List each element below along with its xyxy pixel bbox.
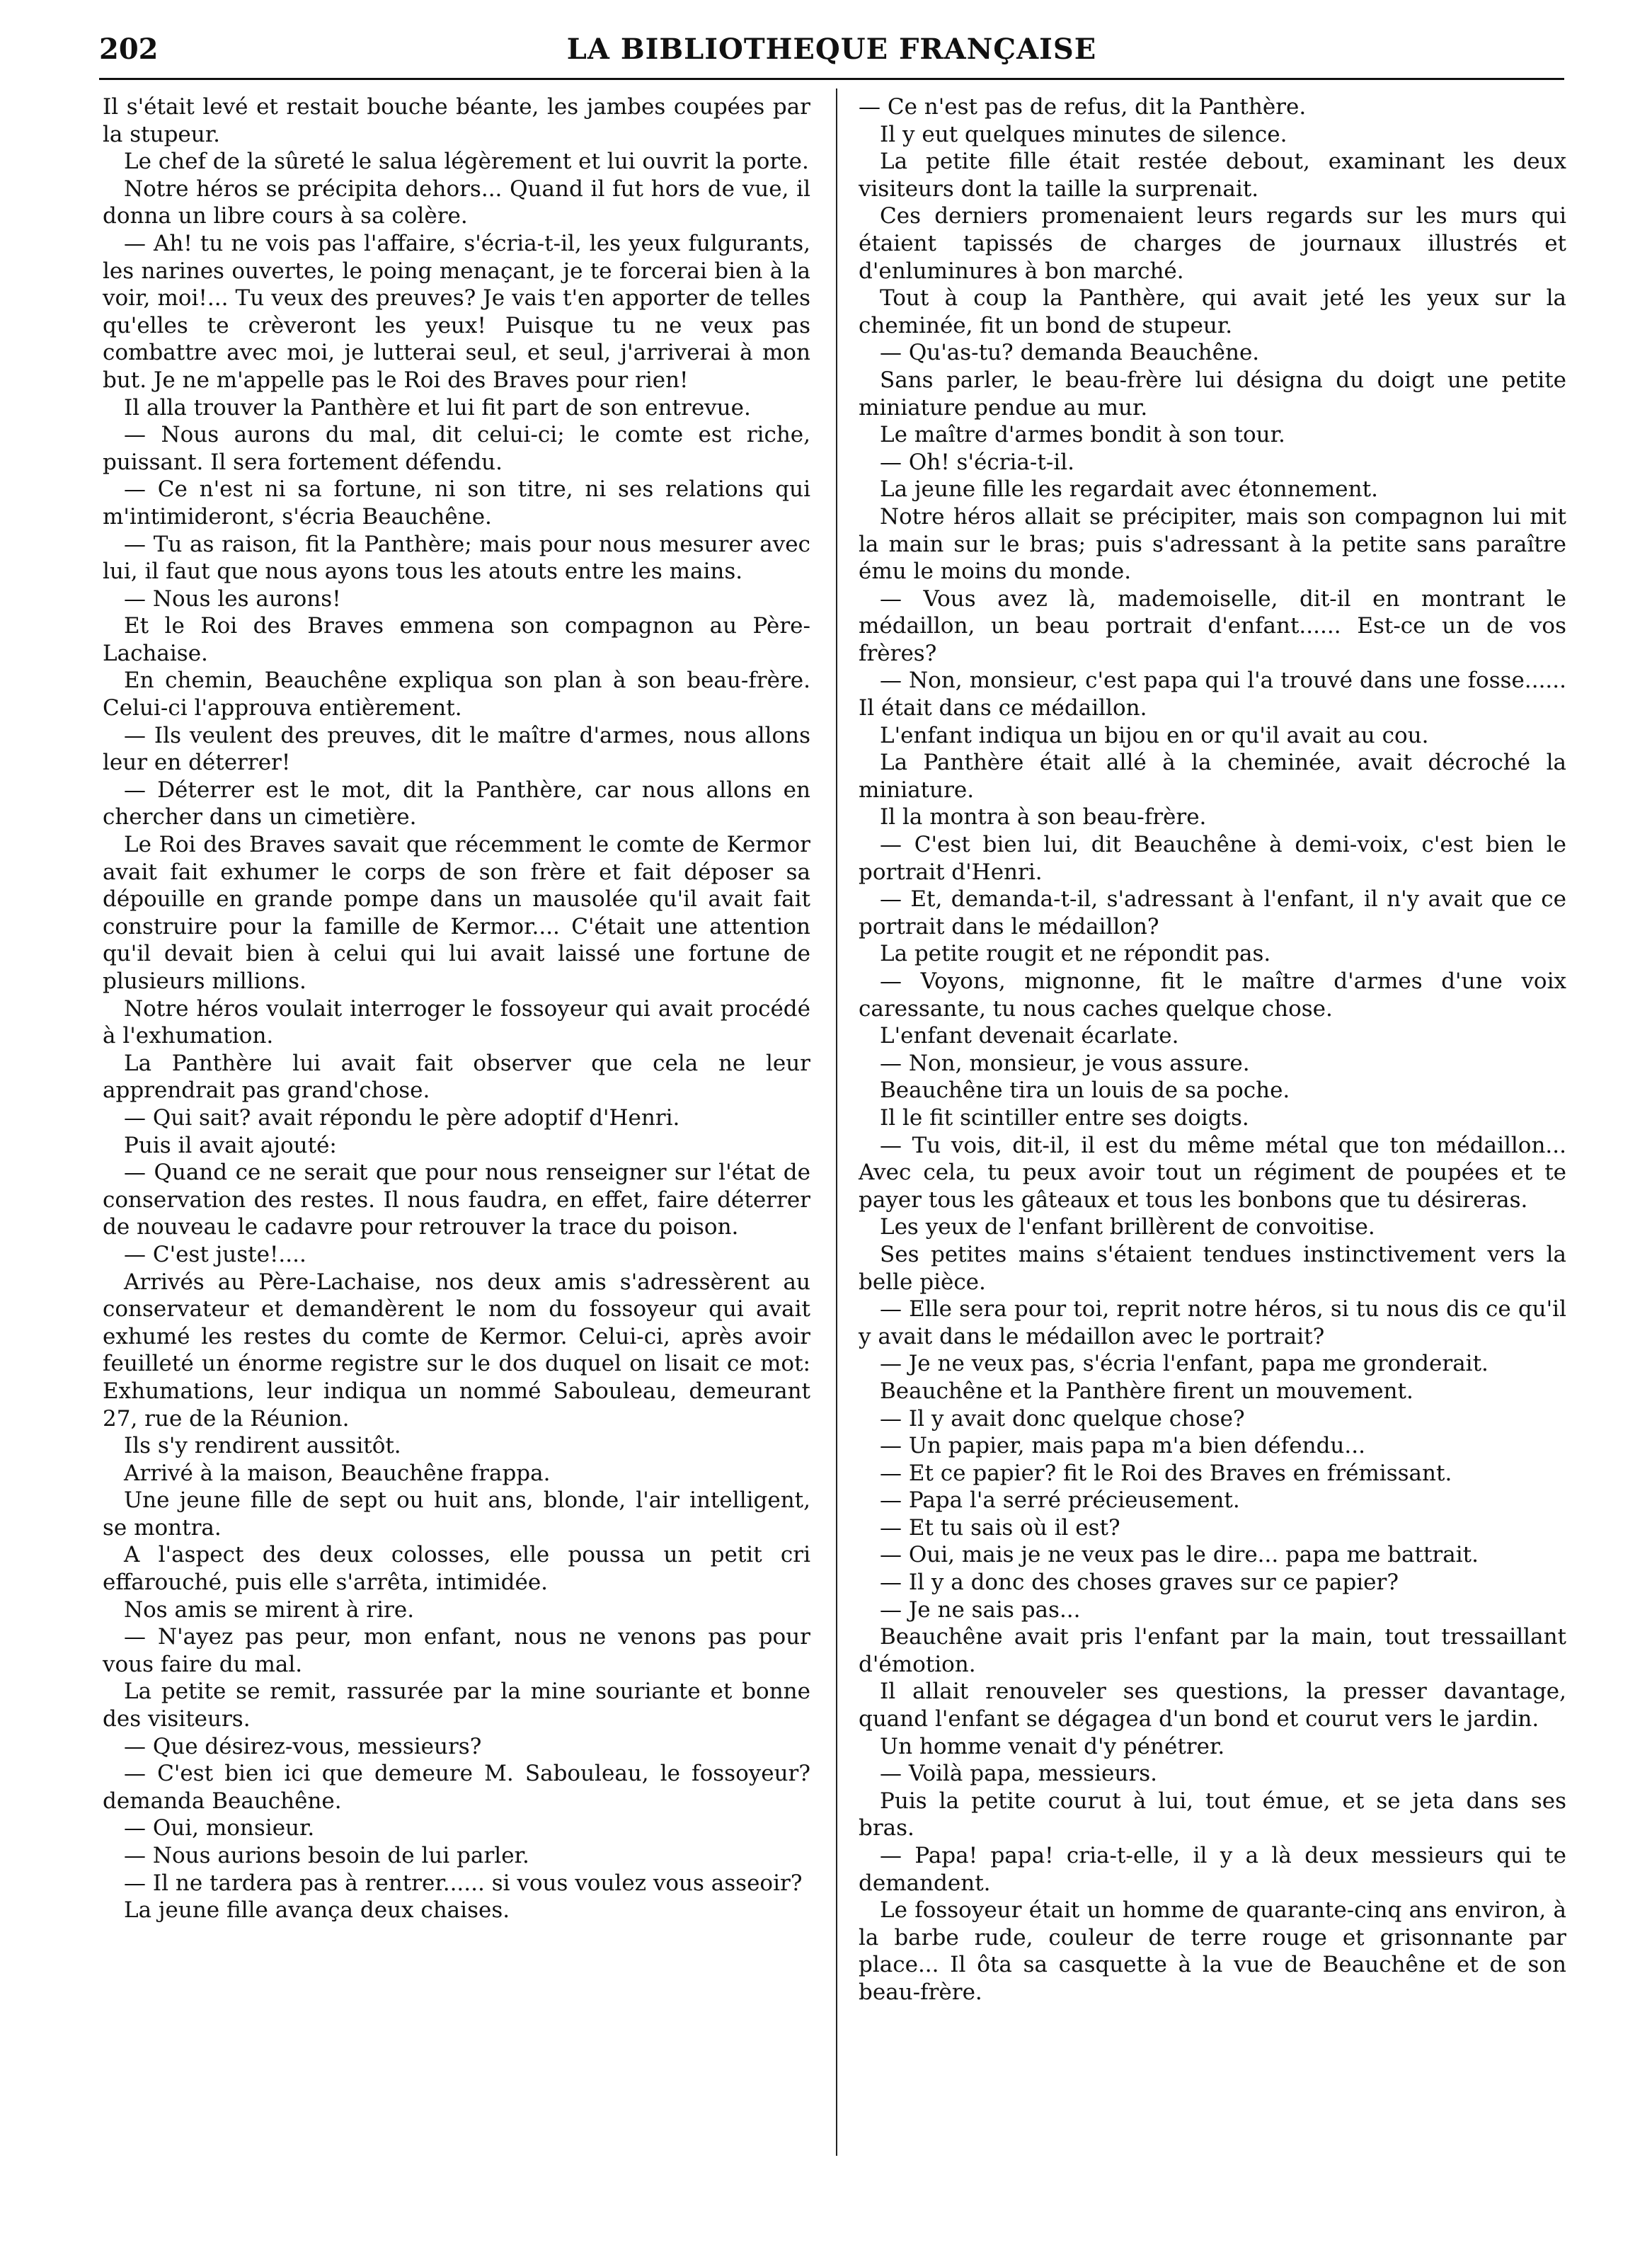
paragraph: — Je ne veux pas, s'écria l'enfant, papa me gronderait. <box>880 1351 1488 1377</box>
paragraph: Il la montra à son beau-frère. <box>880 804 1207 830</box>
paragraph: — Elle sera pour toi, reprit notre héros, si tu nous dis ce qu'il y avait dans le médaillon avec le portrait? <box>859 1296 1566 1349</box>
paragraph: — Déterrer est le mot, dit la Panthère, car nous allons en chercher dans un cimetière. <box>103 777 810 830</box>
page-header <box>99 28 1564 78</box>
paragraph: Arrivé à la maison, Beauchêne frappa. <box>124 1460 551 1486</box>
paragraph: — Papa! papa! cria-t-elle, il y a là deux messieurs qui te demandent. <box>859 1843 1566 1896</box>
paragraph: Un homme venait d'y pénétrer. <box>880 1733 1225 1759</box>
paragraph: Une jeune fille de sept ou huit ans, blonde, l'air intelligent, se montra. <box>103 1487 810 1541</box>
paragraph: Beauchêne et la Panthère firent un mouvement. <box>880 1378 1413 1404</box>
paragraph: — Ce n'est ni sa fortune, ni son titre, ni ses relations qui m'intimideront, s'écria Beauchêne. <box>103 476 810 530</box>
right-column <box>859 93 1566 2006</box>
paragraph: — Je ne sais pas... <box>880 1596 1081 1623</box>
paragraph: Il allait renouveler ses questions, la presser davantage, quand l'enfant se dégagea d'un bond et courut vers le jardin. <box>859 1679 1566 1732</box>
paragraph: La Panthère lui avait fait observer que cela ne leur apprendrait pas grand'chose. <box>103 1050 810 1104</box>
paragraph: — Tu as raison, fit la Panthère; mais pour nous mesurer avec lui, il faut que nous ayons tous les atouts entre les mains. <box>103 531 810 585</box>
paragraph: Nos amis se mirent à rire. <box>124 1596 415 1623</box>
paragraph: Il le fit scintiller entre ses doigts. <box>880 1104 1249 1131</box>
paragraph: — C'est bien ici que demeure M. Sabouleau, le fossoyeur? demanda Beauchêne. <box>103 1761 810 1814</box>
paragraph: — Nous les aurons! <box>124 585 341 612</box>
paragraph: Et le Roi des Braves emmena son compagnon au Père-Lachaise. <box>103 613 810 666</box>
paragraph: — Nous aurions besoin de lui parler. <box>124 1843 529 1868</box>
paragraph: — Oui, mais je ne veux pas le dire... papa me battrait. <box>880 1542 1479 1568</box>
paragraph: — Qui sait? avait répondu le père adoptif d'Henri. <box>124 1104 680 1131</box>
paragraph: La jeune fille les regardait avec étonnement. <box>880 476 1378 503</box>
paragraph: — Non, monsieur, c'est papa qui l'a trouvé dans une fosse...... Il était dans ce médaillon. <box>859 668 1566 721</box>
paragraph: Les yeux de l'enfant brillèrent de convoitise. <box>880 1214 1375 1240</box>
paragraph: — Et, demanda-t-il, s'adressant à l'enfant, il n'y avait que ce portrait dans le médaillon? <box>859 886 1566 939</box>
paragraph: — Ce n'est pas de refus, dit la Panthère. <box>859 94 1307 120</box>
paragraph: Beauchêne tira un louis de sa poche. <box>880 1078 1290 1104</box>
paragraph: Tout à coup la Panthère, qui avait jeté les yeux sur la cheminée, fit un bond de stupeur. <box>859 285 1566 338</box>
paragraph: Il s'était levé et restait bouche béante, les jambes coupées par la stupeur. <box>103 94 810 147</box>
paragraph: Notre héros voulait interroger le fossoyeur qui avait procédé à l'exhumation. <box>103 995 810 1049</box>
paragraph: — Quand ce ne serait que pour nous renseigner sur l'état de conservation des restes. Il nous faudra, en effet, faire déterrer de nouveau le cadavre pour retrouver la trace du poison. <box>103 1160 810 1240</box>
paragraph: — Voyons, mignonne, fit le maître d'armes d'une voix caressante, tu nous caches quelque chose. <box>859 969 1566 1022</box>
header-rule <box>99 78 1564 80</box>
paragraph: La petite fille était restée debout, examinant les deux visiteurs dont la taille la surprenait. <box>859 149 1566 202</box>
paragraph: En chemin, Beauchêne expliqua son plan à son beau-frère. Celui-ci l'approuva entièrement. <box>103 668 810 721</box>
paragraph: La petite se remit, rassurée par la mine souriante et bonne des visiteurs. <box>103 1679 810 1732</box>
paragraph: Il y eut quelques minutes de silence. <box>880 121 1287 147</box>
journal-title: LA BIBLIOTHEQUE FRANÇAISE <box>566 33 1097 66</box>
paragraph: — Vous avez là, mademoiselle, dit-il en montrant le médaillon, un beau portrait d'enfant...... Est-ce un de vos frères? <box>859 585 1566 666</box>
paragraph: — Ah! tu ne vois pas l'affaire, s'écria-t-il, les yeux fulgurants, les narines ouvertes, le poing menaçant, je te forcerai bien à la voir, moi!... Tu veux des preuves? Je vais t'en apporter de telles qu'elles te crèveront les yeux! Puisque tu ne veux pas combattre avec moi, je lutterai seul, et seul, j'arriverai à mon but. Je ne m'appelle pas le Roi des Braves pour rien! <box>103 230 810 393</box>
paragraph: — N'ayez pas peur, mon enfant, nous ne venons pas pour vous faire du mal. <box>103 1624 810 1677</box>
paragraph: Ces derniers promenaient leurs regards sur les murs qui étaient tapissés de charges de journaux illustrés et d'enluminures à bon marché. <box>859 203 1566 284</box>
paragraph: Il alla trouver la Panthère et lui fit part de son entrevue. <box>124 394 751 421</box>
column-divider <box>836 88 837 2156</box>
paragraph: — Ils veulent des preuves, dit le maître d'armes, nous allons leur en déterrer! <box>103 722 810 776</box>
paragraph: Puis la petite courut à lui, tout émue, et se jeta dans ses bras. <box>859 1788 1566 1841</box>
paragraph: Le fossoyeur était un homme de quarante-cinq ans environ, à la barbe rude, couleur de terre rouge et grisonnante par place... Il ôta sa casquette à la vue de Beauchêne et de son beau-frère. <box>859 1897 1566 2005</box>
paragraph: — C'est juste!.... <box>124 1241 306 1267</box>
paragraph: Le Roi des Braves savait que récemment le comte de Kermor avait fait exhumer le corps de son frère et fait déposer sa dépouille en grande pompe dans un mausolée qu'il avait fait construire pour la famille de Kermor.... C'était une attention qu'il devait bien à celui qui lui avait laissé une fortune de plusieurs millions. <box>103 832 810 994</box>
paragraph: — Et ce papier? fit le Roi des Braves en frémissant. <box>880 1460 1452 1486</box>
paragraph: — Qu'as-tu? demanda Beauchêne. <box>880 340 1260 366</box>
paragraph: Ses petites mains s'étaient tendues instinctivement vers la belle pièce. <box>859 1241 1566 1295</box>
paragraph: Sans parler, le beau-frère lui désigna du doigt une petite miniature pendue au mur. <box>859 367 1566 421</box>
paragraph: — Non, monsieur, je vous assure. <box>880 1050 1250 1076</box>
paragraph: La petite rougit et ne répondit pas. <box>880 941 1271 967</box>
paragraph: — Un papier, mais papa m'a bien défendu... <box>880 1433 1365 1459</box>
paragraph: Puis il avait ajouté: <box>124 1132 337 1158</box>
paragraph: — Nous aurons du mal, dit celui-ci; le comte est riche, puissant. Il sera fortement défendu. <box>103 422 810 475</box>
paragraph: — Il y avait donc quelque chose? <box>880 1405 1245 1432</box>
paragraph: L'enfant indiqua un bijou en or qu'il avait au cou. <box>880 722 1429 748</box>
paragraph: — Il y a donc des choses graves sur ce papier? <box>880 1570 1399 1596</box>
paragraph: A l'aspect des deux colosses, elle poussa un petit cri effarouché, puis elle s'arrêta, intimidée. <box>103 1542 810 1596</box>
paragraph: — Tu vois, dit-il, il est du même métal que ton médaillon... Avec cela, tu peux avoir tout un régiment de poupées et te payer tous les gâteaux et tous les bonbons que tu désireras. <box>859 1132 1566 1213</box>
paragraph: — Il ne tardera pas à rentrer...... si vous voulez vous asseoir? <box>124 1870 803 1896</box>
paragraph: — Papa l'a serré précieusement. <box>880 1487 1240 1514</box>
paragraph: La jeune fille avança deux chaises. <box>124 1897 510 1924</box>
page-number: 202 <box>99 33 159 66</box>
paragraph: Beauchêne avait pris l'enfant par la main, tout tressaillant d'émotion. <box>859 1624 1566 1677</box>
paragraph: Notre héros se précipita dehors... Quand il fut hors de vue, il donna un libre cours à sa colère. <box>103 176 810 229</box>
paragraph: Arrivés au Père-Lachaise, nos deux amis s'adressèrent au conservateur et demandèrent le nom du fossoyeur qui avait exhumé les restes du comte de Kermor. Celui-ci, après avoir feuilleté un énorme registre sur le dos duquel on lisait ce mot: Exhumations, leur indiqua un nommé Sabouleau, demeurant 27, rue de la Réunion. <box>103 1269 810 1432</box>
paragraph: L'enfant devenait écarlate. <box>880 1023 1179 1049</box>
left-column <box>103 93 810 1924</box>
paragraph: — Voilà papa, messieurs. <box>880 1761 1157 1787</box>
paragraph: La Panthère était allé à la cheminée, avait décroché la miniature. <box>859 750 1566 803</box>
paragraph: Le chef de la sûreté le salua légèrement et lui ouvrit la porte. <box>124 149 809 175</box>
paragraph: — Et tu sais où il est? <box>880 1514 1120 1541</box>
paragraph: — Oh! s'écria-t-il. <box>880 449 1074 475</box>
paragraph: — Que désirez-vous, messieurs? <box>124 1733 482 1759</box>
paragraph: Le maître d'armes bondit à son tour. <box>880 422 1285 448</box>
paragraph: Ils s'y rendirent aussitôt. <box>124 1433 401 1459</box>
paragraph: Notre héros allait se précipiter, mais son compagnon lui mit la main sur le bras; puis s'adressant à la petite sans paraître ému le moins du monde. <box>859 503 1566 585</box>
paragraph: — Oui, monsieur. <box>124 1815 315 1841</box>
paragraph: — C'est bien lui, dit Beauchêne à demi-voix, c'est bien le portrait d'Henri. <box>859 832 1566 885</box>
